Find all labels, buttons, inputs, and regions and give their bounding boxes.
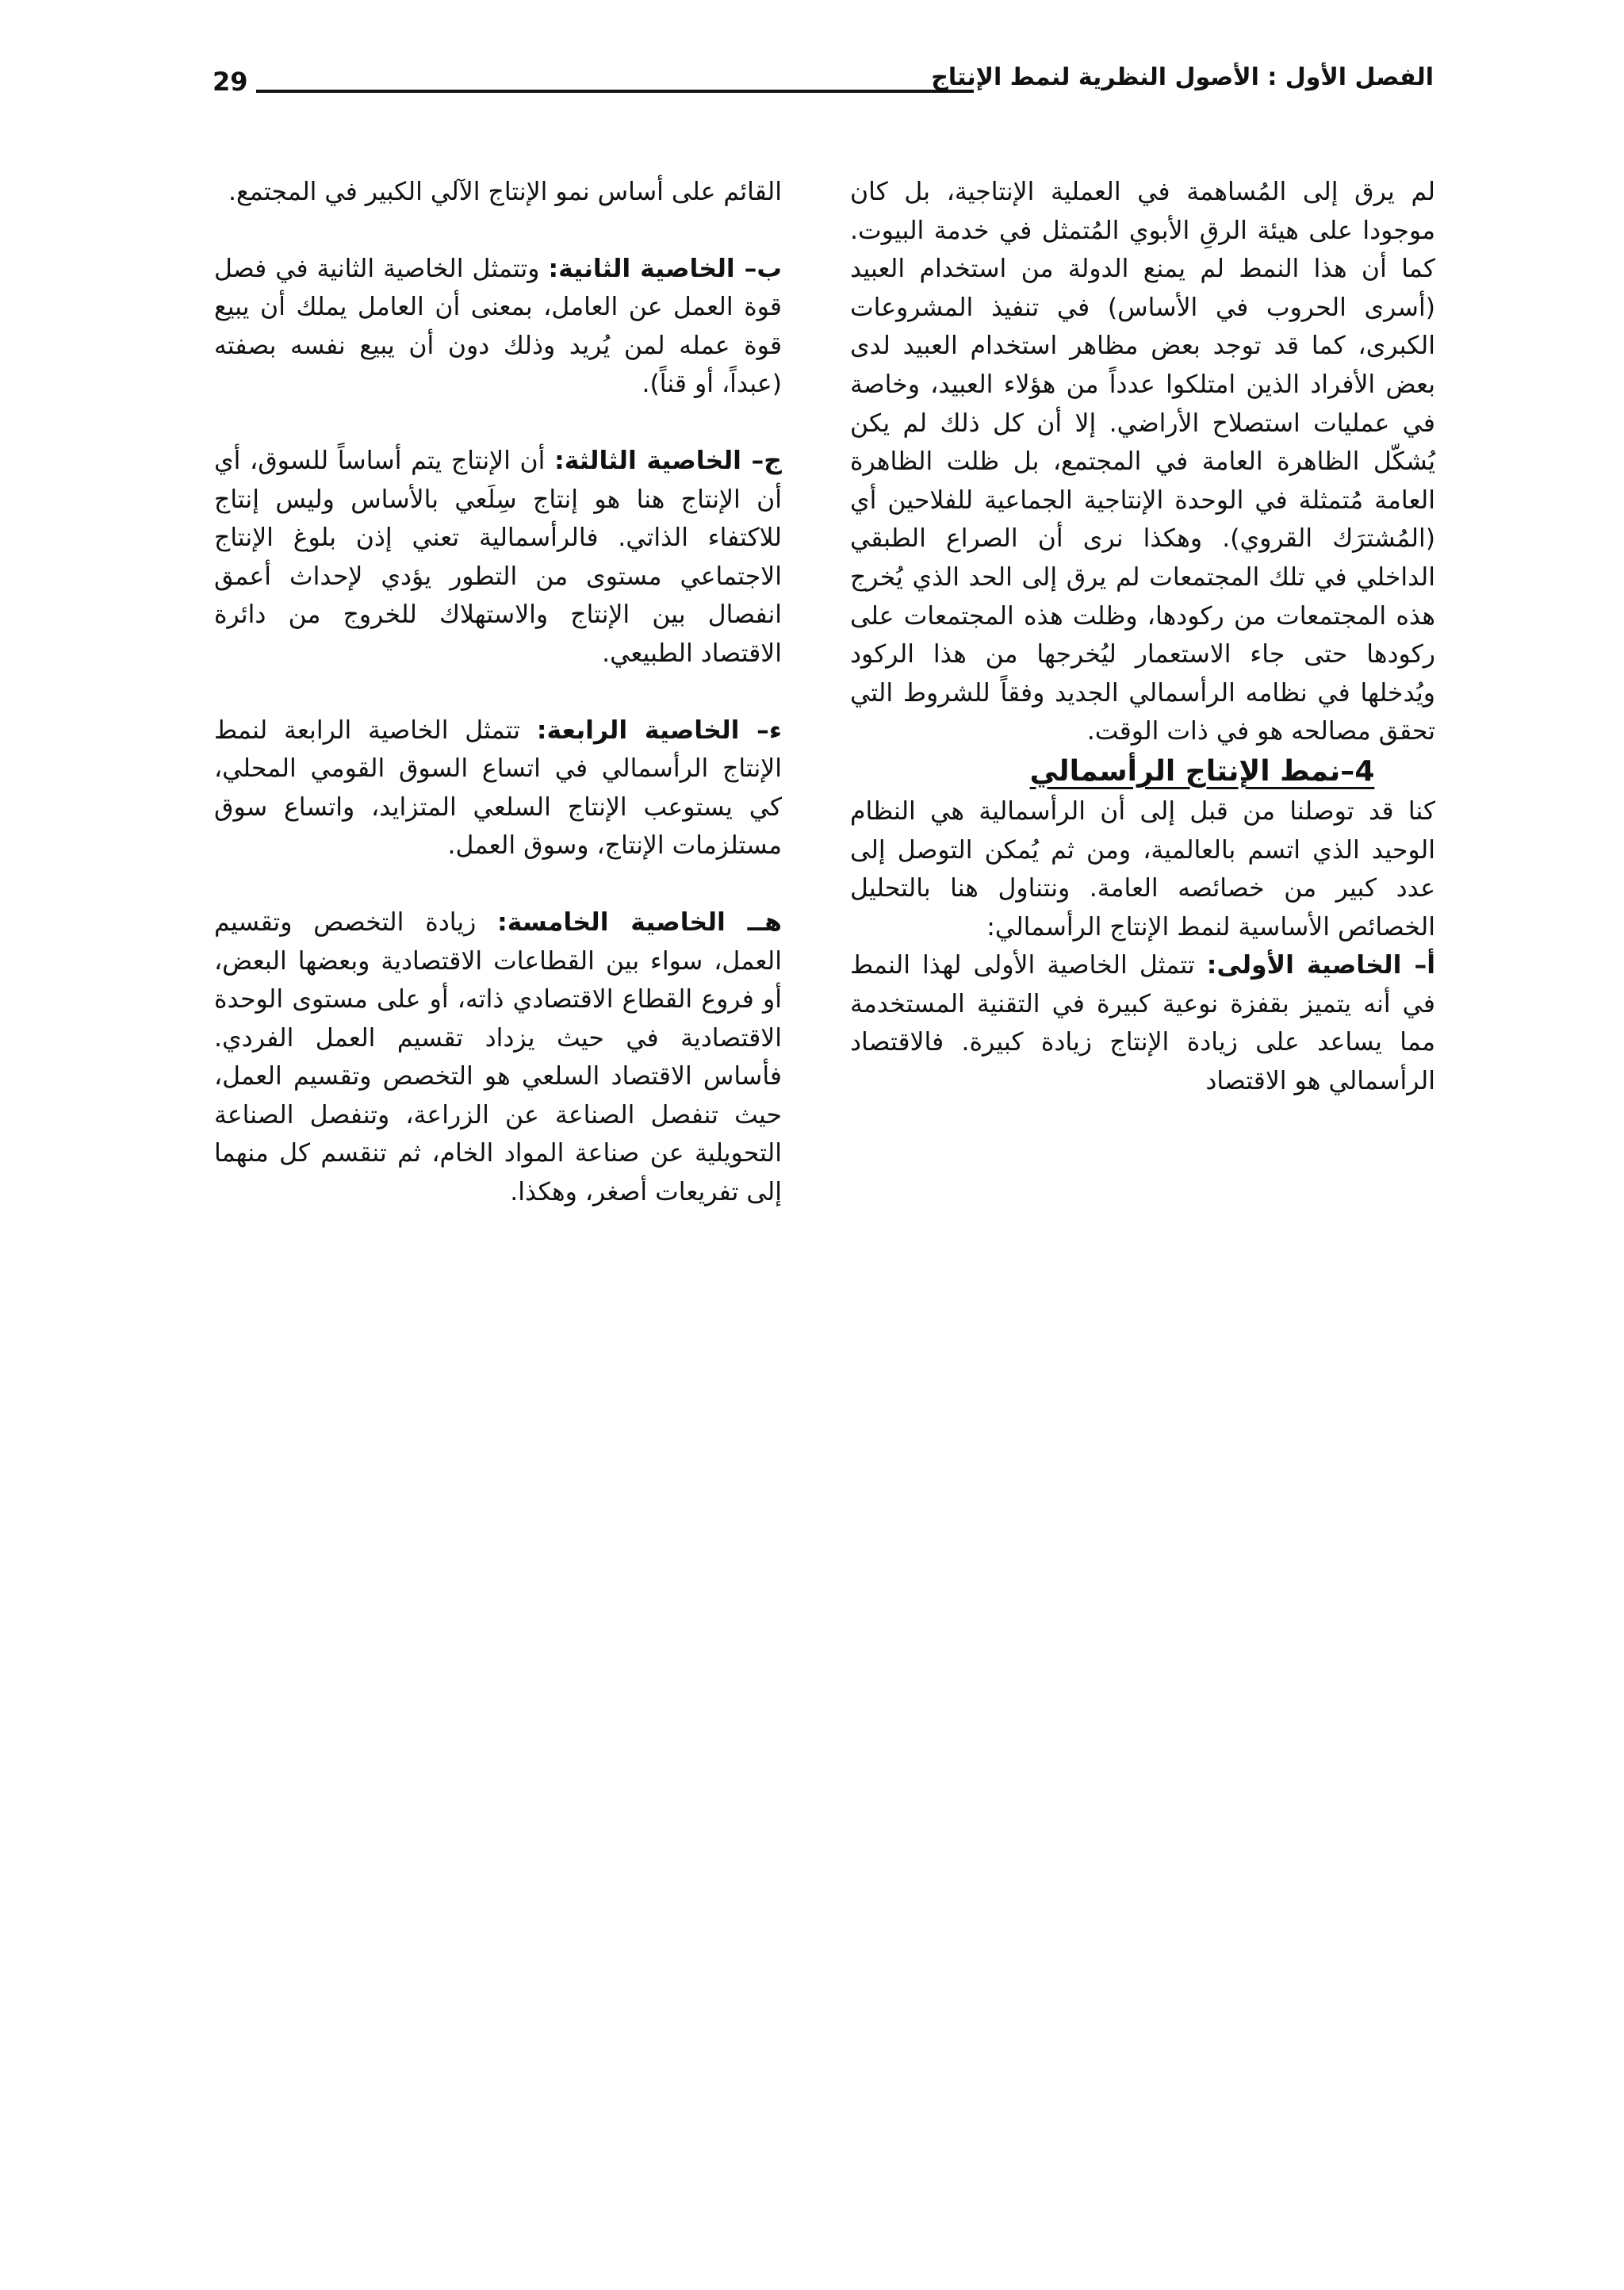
third-trait-label: ج– الخاصية الثالثة: [554, 446, 783, 475]
chapter-title: الفصل الأول : الأصول النظرية لنمط الإنتاج [931, 63, 1434, 91]
right-column [850, 173, 1435, 1101]
section-intro: كنا قد توصلنا من قبل إلى أن الرأسمالية هي النظام الوحيد الذي اتسم بالعالمية، ومن ثم يُمكن التوصل إلى عدد كبير من خصائصه العامة. ونتناول هنا بالتحليل الخصائص الأساسية لنمط الإنتاج الرأسمالي: [850, 796, 1435, 942]
second-trait-paragraph [214, 250, 782, 404]
fourth-trait-text: تتمثل الخاصية الرابعة لنمط الإنتاج الرأسمالي في اتساع السوق القومي المحلي، كي يستوعب الإنتاج السلعي المتزايد، واتساع سوق مستلزمات الإنتاج، وسوق العمل. [214, 715, 782, 861]
header-rule [256, 90, 974, 93]
fifth-trait-paragraph [214, 903, 782, 1212]
fifth-trait-text: زيادة التخصص وتقسيم العمل، سواء بين القطاعات الاقتصادية وبعضها البعض، أو فروع القطاع الاقتصادي ذاته، أو على مستوى الوحدة الاقتصادية في حيث يزداد تقسيم العمل الفردي. فأساس الاقتصاد السلعي هو التخصص وتقسيم العمل، حيث تنفصل الصناعة عن الزراعة، وتنفصل الصناعة التحويلية عن صناعة المواد الخام، ثم تنقسم كل منهما إلى تفريعات أصغر، وهكذا. [214, 907, 782, 1207]
first-trait-text: تتمثل الخاصية الأولى لهذا النمط في أنه يتميز بقفزة نوعية كبيرة في التقنية المستخدمة مما يساعد على زيادة الإنتاج زيادة كبيرة. فالاقتصاد الرأسمالي هو الاقتصاد [850, 951, 1435, 1096]
second-trait-label: ب– الخاصية الثانية: [548, 254, 783, 283]
page-number: 29 [213, 67, 248, 97]
second-trait-text: وتتمثل الخاصية الثانية في فصل قوة العمل عن العامل، بمعنى أن العامل يملك أن يبيع قوة عمله لمن يُريد وذلك دون أن يبيع نفسه بصفته (عبداً، أو قناً). [214, 254, 782, 399]
left-column [214, 173, 782, 1212]
section-heading: 4–نمط الإنتاج الرأسمالي [1029, 754, 1375, 788]
fourth-trait-label: ء– الخاصية الرابعة: [536, 715, 783, 745]
third-trait-text: أن الإنتاج يتم أساساً للسوق، أي أن الإنتاج هنا هو إنتاج سِلَعي بالأساس وليس إنتاج للاكتفاء الذاتي. فالرأسمالية تعني إذن بلوغ الإنتاج الاجتماعي مستوى من التطور يؤدي لإحداث أعمق انفصال بين الإنتاج والاستهلاك للخروج من دائرة الاقتصاد الطبيعي. [214, 446, 782, 668]
fifth-trait-label: هــ الخاصية الخامسة: [497, 907, 782, 937]
continuation-paragraph: القائم على أساس نمو الإنتاج الآلي الكبير في المجتمع. [228, 178, 782, 206]
first-trait-paragraph [850, 946, 1435, 1100]
section-heading-wrap [850, 751, 1435, 792]
third-trait-paragraph [214, 442, 782, 673]
intro-paragraph: لم يرق إلى المُساهمة في العملية الإنتاجية، بل كان موجودا على هيئة الرقِ الأبوي المُتمثل في خدمة البيوت. كما أن هذا النمط لم يمنع الدولة من استخدام العبيد (أسرى الحروب في الأساس) في تنفيذ المشروعات الكبرى، كما قد توجد بعض مظاهر استخدام العبيد لدى بعض الأفراد الذين امتلكوا عدداً من هؤلاء العبيد، وخاصة في عمليات استصلاح الأراضي. إلا أن كل ذلك لم يكن يُشكّل الظاهرة العامة في المجتمع، بل ظلت الظاهرة العامة مُتمثلة في الوحدة الإنتاجية الجماعية للفلاحين أي (المُشترَك القروي). وهكذا نرى أن الصراع الطبقي الداخلي في تلك المجتمعات لم يرق إلى الحد الذي يُخرج هذه المجتمعات من ركودها، وظلت هذه المجتمعات على ركودها حتى جاء الاستعمار ليُخرجها من هذا الركود ويُدخلها في نظامه الرأسمالي الجديد وفقاً للشروط التي تحقق مصالحه هو في ذات الوقت. [850, 178, 1435, 746]
page-header [213, 56, 1434, 119]
fourth-trait-paragraph [214, 712, 782, 865]
first-trait-label: أ– الخاصية الأولى: [1206, 951, 1435, 980]
